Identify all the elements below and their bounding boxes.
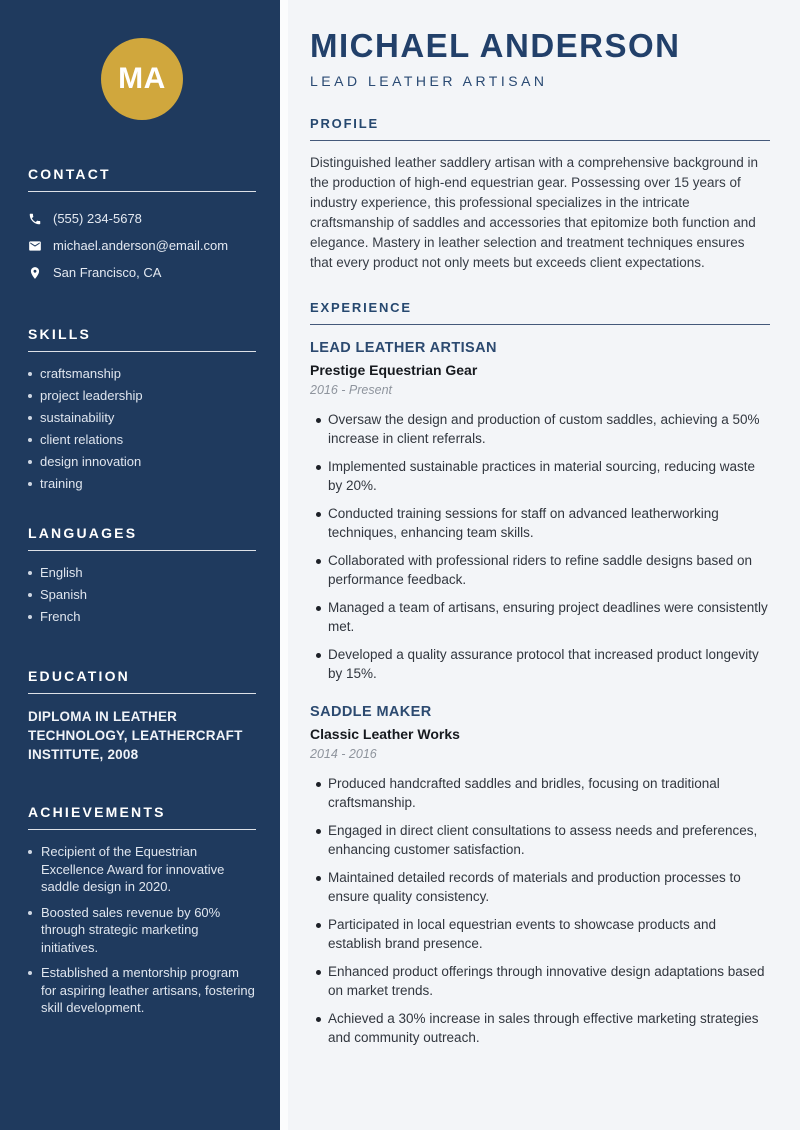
job-bullet: Maintained detailed records of materials and production processes to ensure quality consistency. [310, 868, 770, 906]
languages-heading: LANGUAGES [28, 525, 256, 551]
person-name: MICHAEL ANDERSON [310, 27, 681, 64]
job-entry [310, 340, 770, 683]
skill-item: design innovation [28, 451, 256, 473]
job-bullet: Achieved a 30% increase in sales through effective marketing strategies and community outreach. [310, 1009, 770, 1047]
skill-item: client relations [28, 429, 256, 451]
job-dates: 2016 - Present [310, 383, 392, 397]
languages-list [28, 562, 256, 628]
achievements-heading: ACHIEVEMENTS [28, 804, 256, 830]
job-company: Classic Leather Works [310, 726, 460, 742]
avatar-initials: MA [118, 62, 166, 95]
job-bullet-list [310, 410, 770, 683]
skill-item: training [28, 473, 256, 495]
profile-text: Distinguished leather saddlery artisan with a comprehensive background in the production of high-end equestrian gear. Possessing over 15 years of industry experience, this professional specializes in the intricate craftsmanship of saddles and accessories that epitomize both function and elegance. Mastery in leather selection and treatment techniques ensures that every product not only meets but exceeds client expectations. [310, 155, 758, 270]
skills-section [28, 326, 256, 495]
job-bullet: Engaged in direct client consultations to assess needs and preferences, enhancing customer satisfaction. [310, 821, 770, 859]
contact-email-row [28, 232, 256, 259]
contact-rows [28, 205, 256, 286]
achievement-item: Recipient of the Equestrian Excellence Award for innovative saddle design in 2020. [28, 843, 256, 896]
skill-item: craftsmanship [28, 363, 256, 385]
experience-section [310, 300, 770, 1047]
job-bullet: Produced handcrafted saddles and bridles, focusing on traditional craftsmanship. [310, 774, 770, 812]
job-dates: 2014 - 2016 [310, 747, 377, 761]
experience-heading: EXPERIENCE [310, 300, 770, 325]
job-bullet: Enhanced product offerings through innovative design adaptations based on market trends. [310, 962, 770, 1000]
language-item: French [28, 606, 256, 628]
contact-heading: CONTACT [28, 166, 256, 192]
main-content [280, 0, 800, 1130]
skill-item: project leadership [28, 385, 256, 407]
job-title: LEAD LEATHER ARTISAN [310, 340, 497, 356]
job-bullet-list [310, 774, 770, 1047]
education-text: DIPLOMA IN LEATHER TECHNOLOGY, LEATHERCRAFT INSTITUTE, 2008 [28, 709, 243, 762]
achievement-item: Boosted sales revenue by 60% through strategic marketing initiatives. [28, 904, 256, 957]
job-bullet: Managed a team of artisans, ensuring project deadlines were consistently met. [310, 598, 770, 636]
contact-location-text: San Francisco, CA [53, 265, 162, 280]
sidebar [0, 0, 280, 1130]
achievements-section [28, 804, 256, 1017]
job-bullet: Participated in local equestrian events to showcase products and establish brand presence. [310, 915, 770, 953]
job-company: Prestige Equestrian Gear [310, 362, 478, 378]
contact-phone-row [28, 205, 256, 232]
job-bullet: Developed a quality assurance protocol that increased product longevity by 15%. [310, 645, 770, 683]
job-bullet: Oversaw the design and production of custom saddles, achieving a 50% increase in client referrals. [310, 410, 770, 448]
contact-location-row [28, 259, 256, 286]
job-bullet: Collaborated with professional riders to refine saddle designs based on performance feedback. [310, 551, 770, 589]
contact-email-text: michael.anderson@email.com [53, 238, 229, 253]
skill-item: sustainability [28, 407, 256, 429]
skills-heading: SKILLS [28, 326, 256, 352]
education-section [28, 668, 256, 764]
achievements-list [28, 843, 256, 1017]
profile-heading: PROFILE [310, 116, 770, 141]
skills-list [28, 363, 256, 495]
location-icon [28, 266, 42, 280]
language-item: Spanish [28, 584, 256, 606]
profile-section [310, 116, 770, 273]
contact-phone-text: (555) 234-5678 [53, 211, 142, 226]
job-bullet: Implemented sustainable practices in material sourcing, reducing waste by 20%. [310, 457, 770, 495]
person-role: LEAD LEATHER ARTISAN [310, 73, 548, 89]
email-icon [28, 239, 42, 253]
languages-section [28, 525, 256, 628]
language-item: English [28, 562, 256, 584]
education-heading: EDUCATION [28, 668, 256, 694]
contact-section [28, 166, 256, 286]
phone-icon [28, 212, 42, 226]
job-bullet: Conducted training sessions for staff on advanced leatherworking techniques, enhancing team skills. [310, 504, 770, 542]
job-title: SADDLE MAKER [310, 704, 432, 720]
job-entry [310, 704, 770, 1047]
achievement-item: Established a mentorship program for aspiring leather artisans, fostering skill development. [28, 964, 256, 1017]
avatar [101, 38, 183, 120]
